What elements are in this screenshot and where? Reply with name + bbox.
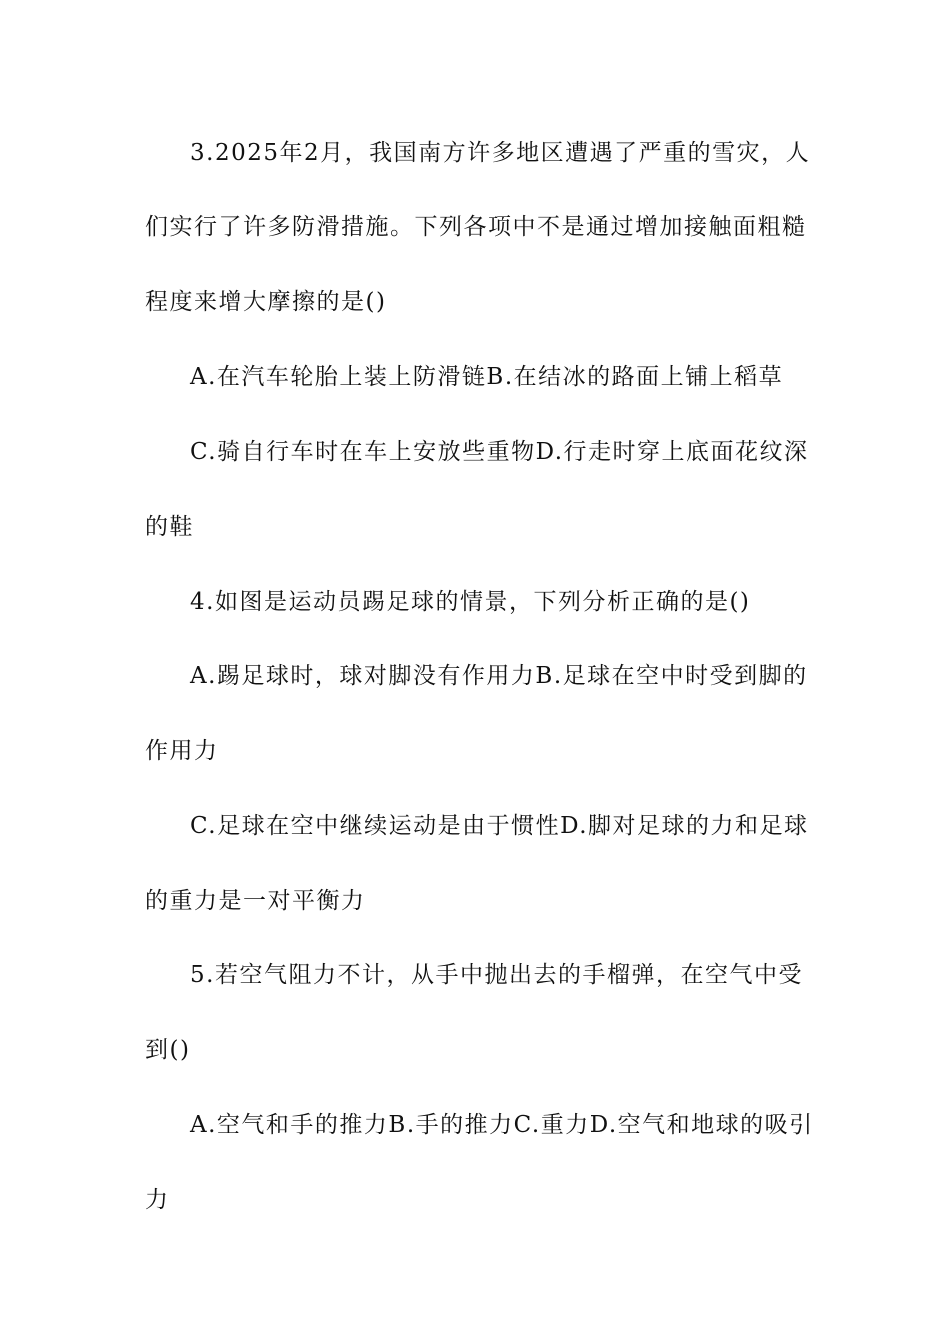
question-4-options-ab: A.踢足球时，球对脚没有作用力B.足球在空中时受到脚的 [190,663,808,689]
question-3-options-cd-cont: 的鞋 [145,514,194,540]
question-5-line-2: 到() [145,1037,191,1063]
question-4-options-ab-cont: 作用力 [145,738,219,764]
question-3-line-2: 们实行了许多防滑措施。下列各项中不是通过增加接触面粗糙 [145,214,807,240]
question-4-line-1: 4.如图是运动员踢足球的情景，下列分析正确的是() [190,589,751,615]
question-5-options-cont: 力 [145,1187,170,1213]
question-3-options-ab: A.在汽车轮胎上装上防滑链B.在结冰的路面上铺上稻草 [190,364,784,390]
question-4-options-cd-cont: 的重力是一对平衡力 [145,888,366,914]
question-5-options: A.空气和手的推力B.手的推力C.重力D.空气和地球的吸引 [190,1112,814,1138]
question-3-options-cd: C.骑自行车时在车上安放些重物D.行走时穿上底面花纹深 [190,439,809,465]
question-3-line-3: 程度来增大摩擦的是() [145,289,387,315]
question-3-line-1: 3.2025年2月，我国南方许多地区遭遇了严重的雪灾，人 [190,140,811,166]
question-5-line-1: 5.若空气阻力不计，从手中抛出去的手榴弹，在空气中受 [190,962,803,988]
question-4-options-cd: C.足球在空中继续运动是由于惯性D.脚对足球的力和足球 [190,813,809,839]
